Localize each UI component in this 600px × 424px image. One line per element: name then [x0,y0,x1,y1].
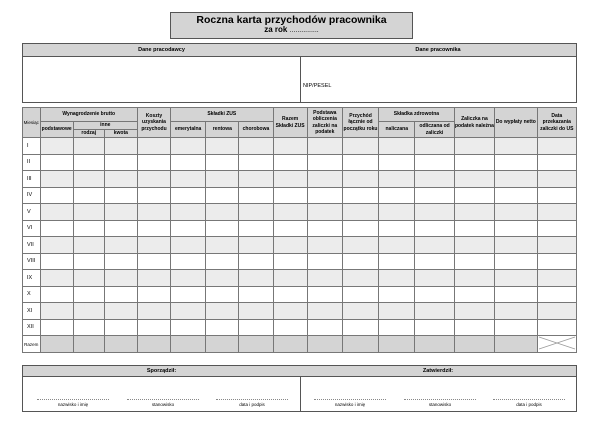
month-header: Miesiąc [23,108,41,138]
table-cell[interactable] [307,270,342,287]
table-cell[interactable] [239,237,273,254]
table-row [23,138,577,155]
table-cell[interactable] [40,319,73,336]
form-title-box [170,12,413,39]
table-cell[interactable] [495,187,537,204]
table-cell[interactable] [137,319,170,336]
table-cell[interactable] [495,204,537,221]
table-cell[interactable] [137,187,170,204]
table-cell[interactable] [171,171,206,188]
table-cell[interactable] [454,303,494,320]
sig-date-label: data i podpis [516,402,542,407]
health-charged-header: naliczana [379,122,415,138]
month-label: II [23,154,41,171]
table-cell[interactable] [104,138,137,155]
table-cell[interactable] [40,237,73,254]
table-cell[interactable] [537,138,576,155]
other-amount-header: kwota [104,130,137,138]
prepared-by-header: Sporządził: [23,366,300,377]
month-label: VII [23,237,41,254]
sig-position-label: stanowisko [151,402,175,407]
approved-date-field[interactable] [493,399,565,407]
table-cell[interactable] [239,154,273,171]
approved-position-field[interactable] [404,399,476,407]
table-cell[interactable] [171,319,206,336]
table-cell[interactable] [379,253,415,270]
table-cell[interactable] [415,253,454,270]
subtitle-prefix: za rok [264,25,288,35]
table-cell[interactable] [307,187,342,204]
table-row [23,220,577,237]
signature-section [22,365,577,412]
table-cell[interactable] [171,220,206,237]
table-cell[interactable] [379,319,415,336]
table-cell[interactable] [239,187,273,204]
table-cell[interactable] [307,237,342,254]
table-cell[interactable] [342,253,378,270]
sig-date-label: data i podpis [239,402,265,407]
table-cell[interactable] [342,237,378,254]
table-row [23,303,577,320]
table-cell[interactable] [454,154,494,171]
tax-base-header: Podstawa obliczenia zaliczki na podatek [307,108,342,138]
table-cell[interactable] [454,204,494,221]
sum-cell[interactable] [454,336,494,353]
table-cell[interactable] [495,286,537,303]
table-cell[interactable] [171,138,206,155]
table-cell[interactable] [273,154,307,171]
nip-pesel-label: NIP/PESEL [303,83,332,89]
table-cell[interactable] [239,319,273,336]
table-cell[interactable] [273,138,307,155]
table-cell[interactable] [342,220,378,237]
table-cell[interactable] [73,303,104,320]
table-cell[interactable] [415,319,454,336]
table-cell[interactable] [171,270,206,287]
table-cell[interactable] [73,171,104,188]
transfer-date-header: Data przekazania zaliczki do US [537,108,576,138]
table-cell[interactable] [495,138,537,155]
table-cell[interactable] [307,303,342,320]
table-cell[interactable] [40,154,73,171]
tax-advance-header: Zaliczka na podatek należna [454,108,494,138]
table-cell[interactable] [73,286,104,303]
sum-cell[interactable] [239,336,273,353]
table-cell[interactable] [104,270,137,287]
table-cell[interactable] [307,220,342,237]
table-cell[interactable] [342,204,378,221]
table-cell[interactable] [537,319,576,336]
pension-header: emerytalna [171,122,206,138]
table-cell[interactable] [104,253,137,270]
table-cell[interactable] [206,138,239,155]
table-cell[interactable] [171,187,206,204]
table-cell[interactable] [273,286,307,303]
table-cell[interactable] [307,171,342,188]
table-cell[interactable] [415,138,454,155]
table-row [23,270,577,287]
table-cell[interactable] [415,303,454,320]
table-row [23,319,577,336]
table-cell[interactable] [537,253,576,270]
basic-salary-header: podstawowe [40,122,73,138]
table-cell[interactable] [239,286,273,303]
table-cell[interactable] [537,204,576,221]
table-cell[interactable] [73,270,104,287]
other-salary-header: inne [73,122,137,130]
sickness-header: chorobowa [239,122,273,138]
table-cell[interactable] [239,270,273,287]
approved-by-section [300,366,576,411]
table-row [23,204,577,221]
table-cell[interactable] [379,270,415,287]
form-title: Roczna karta przychodów pracownika [196,14,387,26]
table-cell[interactable] [495,154,537,171]
table-cell[interactable] [171,154,206,171]
table-cell[interactable] [454,319,494,336]
approved-by-header: Zatwierdził: [300,366,576,377]
table-cell[interactable] [137,237,170,254]
table-cell[interactable] [342,187,378,204]
table-cell[interactable] [307,204,342,221]
table-cell[interactable] [206,286,239,303]
table-cell[interactable] [495,237,537,254]
month-label: V [23,204,41,221]
table-cell[interactable] [239,303,273,320]
table-cell[interactable] [40,220,73,237]
year-field[interactable]: ............... [289,27,319,35]
sum-label: Razem [23,336,41,353]
table-cell[interactable] [137,138,170,155]
prepared-position-field[interactable] [127,399,199,407]
table-cell[interactable] [537,270,576,287]
employer-section [23,44,301,102]
table-cell[interactable] [379,138,415,155]
table-cell[interactable] [206,319,239,336]
table-cell[interactable] [137,270,170,287]
table-cell[interactable] [104,220,137,237]
table-cell[interactable] [537,303,576,320]
grid-body [23,138,577,353]
table-row [23,253,577,270]
table-cell[interactable] [273,187,307,204]
table-cell[interactable] [206,237,239,254]
employee-section [300,44,576,102]
table-cell[interactable] [342,319,378,336]
table-cell[interactable] [454,171,494,188]
table-cell[interactable] [415,187,454,204]
table-cell[interactable] [206,220,239,237]
month-label: XII [23,319,41,336]
month-label: IX [23,270,41,287]
table-cell[interactable] [40,303,73,320]
form-subtitle [171,26,412,34]
table-cell[interactable] [137,286,170,303]
table-cell[interactable] [171,204,206,221]
table-cell[interactable] [379,220,415,237]
table-row [23,237,577,254]
table-cell[interactable] [40,270,73,287]
table-cell[interactable] [73,319,104,336]
table-cell[interactable] [495,171,537,188]
table-cell[interactable] [307,253,342,270]
table-cell[interactable] [307,154,342,171]
table-cell[interactable] [537,237,576,254]
table-cell[interactable] [73,253,104,270]
table-cell[interactable] [206,270,239,287]
table-cell[interactable] [137,154,170,171]
table-cell[interactable] [273,237,307,254]
table-cell[interactable] [273,171,307,188]
table-cell[interactable] [40,171,73,188]
table-cell[interactable] [273,270,307,287]
table-cell[interactable] [239,204,273,221]
disabled-cell [537,336,576,353]
net-pay-header: Do wypłaty netto [495,108,537,138]
table-cell[interactable] [206,187,239,204]
table-cell[interactable] [104,319,137,336]
sum-cell[interactable] [104,336,137,353]
table-cell[interactable] [342,303,378,320]
prepared-by-section [23,366,301,411]
table-cell[interactable] [273,220,307,237]
sig-name-label: nazwisko i imię [334,402,366,407]
table-cell[interactable] [104,154,137,171]
month-label: X [23,286,41,303]
sig-name-label: nazwisko i imię [57,402,89,407]
table-row [23,187,577,204]
table-cell[interactable] [137,171,170,188]
table-cell[interactable] [415,237,454,254]
table-cell[interactable] [342,171,378,188]
table-cell[interactable] [454,138,494,155]
table-cell[interactable] [537,187,576,204]
table-cell[interactable] [137,220,170,237]
table-cell[interactable] [171,303,206,320]
table-cell[interactable] [415,154,454,171]
table-cell[interactable] [415,270,454,287]
table-cell[interactable] [104,187,137,204]
table-cell[interactable] [73,187,104,204]
approved-name-field[interactable] [314,399,386,407]
prepared-date-field[interactable] [216,399,288,407]
table-cell[interactable] [73,220,104,237]
cross-out-icon [538,336,576,350]
table-cell[interactable] [307,319,342,336]
sum-cell[interactable] [273,336,307,353]
table-cell[interactable] [171,253,206,270]
table-cell[interactable] [73,204,104,221]
month-label: XI [23,303,41,320]
health-header: Składka zdrowotna [379,108,455,122]
table-cell[interactable] [415,204,454,221]
month-label: VI [23,220,41,237]
sum-cell[interactable] [379,336,415,353]
table-cell[interactable] [415,286,454,303]
zus-total-header: Razem Składki ZUS [273,108,307,138]
table-cell[interactable] [73,138,104,155]
table-cell[interactable] [495,319,537,336]
sum-cell[interactable] [40,336,73,353]
table-cell[interactable] [342,270,378,287]
table-cell[interactable] [104,286,137,303]
table-cell[interactable] [171,237,206,254]
table-cell[interactable] [342,154,378,171]
table-cell[interactable] [454,187,494,204]
sum-cell[interactable] [73,336,104,353]
table-row [23,171,577,188]
other-type-header: rodzaj [73,130,104,138]
table-row [23,286,577,303]
table-cell[interactable] [273,303,307,320]
health-deducted-header: odliczana od zaliczki [415,122,454,138]
zus-header: Składki ZUS [171,108,273,122]
table-cell[interactable] [239,171,273,188]
table-cell[interactable] [307,286,342,303]
gross-salary-header: Wynagrodzenie brutto [40,108,137,122]
table-cell[interactable] [273,253,307,270]
sum-cell[interactable] [415,336,454,353]
table-cell[interactable] [273,204,307,221]
table-cell[interactable] [206,171,239,188]
table-cell[interactable] [342,286,378,303]
table-cell[interactable] [379,237,415,254]
table-cell[interactable] [104,237,137,254]
table-cell[interactable] [379,286,415,303]
income-grid [22,107,577,362]
table-cell[interactable] [495,253,537,270]
table-cell[interactable] [307,138,342,155]
sum-cell[interactable] [171,336,206,353]
table-cell[interactable] [40,187,73,204]
table-cell[interactable] [239,253,273,270]
table-cell[interactable] [495,303,537,320]
table-cell[interactable] [379,154,415,171]
table-cell[interactable] [239,220,273,237]
month-label: I [23,138,41,155]
employee-header: Dane pracownika [300,44,576,57]
table-cell[interactable] [40,253,73,270]
table-cell[interactable] [454,270,494,287]
sum-cell[interactable] [495,336,537,353]
table-cell[interactable] [342,138,378,155]
table-cell[interactable] [73,237,104,254]
employer-header: Dane pracodawcy [23,44,300,57]
table-cell[interactable] [415,171,454,188]
month-label: IV [23,187,41,204]
table-cell[interactable] [206,253,239,270]
table-cell[interactable] [454,237,494,254]
month-label: VIII [23,253,41,270]
sum-cell[interactable] [307,336,342,353]
table-cell[interactable] [206,303,239,320]
sum-cell[interactable] [342,336,378,353]
table-cell[interactable] [206,204,239,221]
table-cell[interactable] [537,154,576,171]
cumulative-income-header: Przychód łącznie od początku roku [342,108,378,138]
sum-cell[interactable] [206,336,239,353]
table-cell[interactable] [537,286,576,303]
table-cell[interactable] [137,253,170,270]
table-cell[interactable] [379,187,415,204]
table-cell[interactable] [379,303,415,320]
table-cell[interactable] [379,204,415,221]
table-cell[interactable] [454,286,494,303]
table-cell[interactable] [137,204,170,221]
table-cell[interactable] [104,303,137,320]
sig-position-label: stanowisko [428,402,452,407]
table-cell[interactable] [239,138,273,155]
sum-row [23,336,577,353]
table-cell[interactable] [40,204,73,221]
table-cell[interactable] [379,171,415,188]
table-cell[interactable] [273,319,307,336]
table-cell[interactable] [73,154,104,171]
table-cell[interactable] [415,220,454,237]
disability-header: rentowa [206,122,239,138]
table-cell[interactable] [104,171,137,188]
table-cell[interactable] [104,204,137,221]
prepared-name-field[interactable] [37,399,109,407]
sum-cell[interactable] [137,336,170,353]
table-row [23,154,577,171]
table-cell[interactable] [537,220,576,237]
party-data-section [22,43,577,103]
table-cell[interactable] [495,220,537,237]
table-cell[interactable] [454,253,494,270]
table-cell[interactable] [40,138,73,155]
costs-header: Koszty uzyskania przychodu [137,108,170,138]
table-cell[interactable] [40,286,73,303]
table-cell[interactable] [171,286,206,303]
table-cell[interactable] [206,154,239,171]
table-cell[interactable] [495,270,537,287]
table-cell[interactable] [137,303,170,320]
month-label: III [23,171,41,188]
table-cell[interactable] [537,171,576,188]
table-cell[interactable] [454,220,494,237]
income-table [22,107,577,353]
